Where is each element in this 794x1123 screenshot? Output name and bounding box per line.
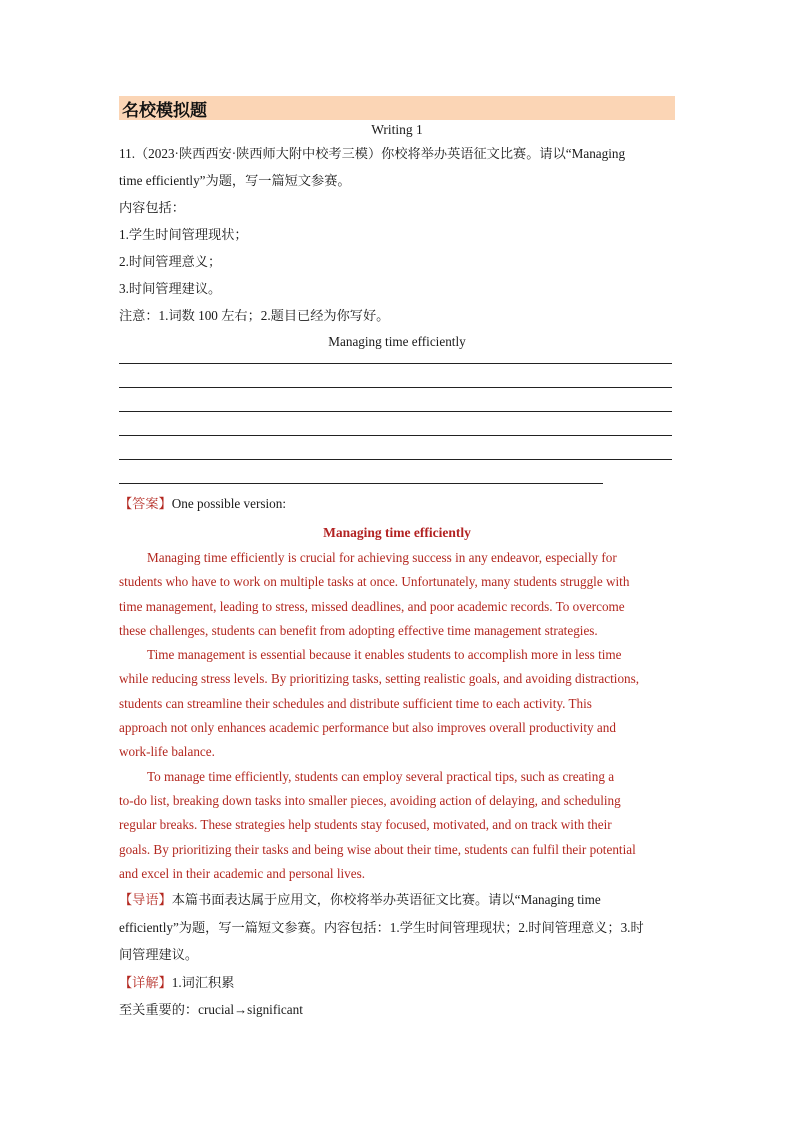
answer-essay [119,546,675,886]
question-line: 11.（2023·陕西西安·陕西师大附中校考三模）你校将举办英语征文比赛。请以“Managing [119,146,626,161]
essay-line: approach not only enhances academic performance but also improves overall productivity and [119,720,616,736]
answer-intro: One possible version: [171,496,287,511]
question-line: 3.时间管理建议。 [119,281,222,296]
essay-line: and excel in their academic and personal lives. [119,865,366,881]
essay-line: To manage time efficiently, students can employ several practical tips, such as creating a [147,768,615,784]
vocab-line: 至关重要的：crucial→significant [119,1002,303,1018]
question-block [119,140,675,355]
essay-line: to-do list, breaking down tasks into smaller pieces, avoiding action of delaying, and scheduling [119,792,621,808]
section-banner [119,96,675,120]
question-line: 内容包括： [119,200,185,215]
essay-line: Time management is essential because it enables students to accomplish more in less time [147,647,622,663]
essay-line: regular breaks. These strategies help students stay focused, motivated, and on track with their [119,817,612,833]
essay-paragraph [119,643,675,764]
answer-header [119,492,675,516]
essay-line: work-life balance. [119,744,215,760]
detail-header [119,969,675,997]
writing-line[interactable] [119,483,603,484]
guide-line: 间管理建议。 [119,947,199,963]
essay-paragraph [119,546,675,643]
detail-heading: 1.词汇积累 [171,974,235,990]
essay-line: time management, leading to stress, missed deadlines, and poor academic records. To overcome [119,598,625,614]
guide-block [119,886,675,1024]
detail-label: 【详解】 [119,974,172,990]
answer-essay-title: Managing time efficiently [323,525,471,540]
writing-line[interactable] [119,411,672,412]
document-page [119,96,675,1024]
essay-line: students can streamline their schedules and distribute sufficient time to each activity. This [119,695,592,711]
guide-label: 【导语】 [119,892,172,908]
question-line: 注意：1.词数 100 左右；2.题目已经为你写好。 [119,308,390,323]
writing-line[interactable] [119,435,672,436]
writing-lines [119,363,675,484]
question-line: time efficiently”为题，写一篇短文参赛。 [119,173,351,188]
essay-line: goals. By prioritizing their tasks and being wise about their time, students can fulfil their potential [119,841,636,857]
guide-line [119,886,675,914]
banner-title: 名校模拟题 [122,100,207,121]
essay-line: these challenges, students can benefit from adopting effective time management strategies. [119,622,598,638]
essay-title: Managing time efficiently [328,334,466,349]
guide-text: 本篇书面表达属于应用文，你校将举办英语征文比赛。请以“Managing time [171,892,601,908]
essay-line: students who have to work on multiple tasks at once. Unfortunately, many students struggle with [119,574,630,590]
guide-line: efficiently”为题，写一篇短文参赛。内容包括：1.学生时间管理现状；2.时间管理意义；3.时 [119,919,644,935]
writing-line[interactable] [119,363,672,364]
essay-line: while reducing stress levels. By prioritizing tasks, setting realistic goals, and avoiding distractions, [119,671,640,687]
writing-line[interactable] [119,387,672,388]
question-line: 1.学生时间管理现状； [119,227,248,242]
writing-line[interactable] [119,459,672,460]
essay-paragraph [119,765,675,886]
question-line: 2.时间管理意义； [119,254,222,269]
section-title: Writing 1 [371,122,423,137]
essay-line: Managing time efficiently is crucial for achieving success in any endeavor, especially for [147,550,617,565]
answer-label: 【答案】 [119,496,172,511]
